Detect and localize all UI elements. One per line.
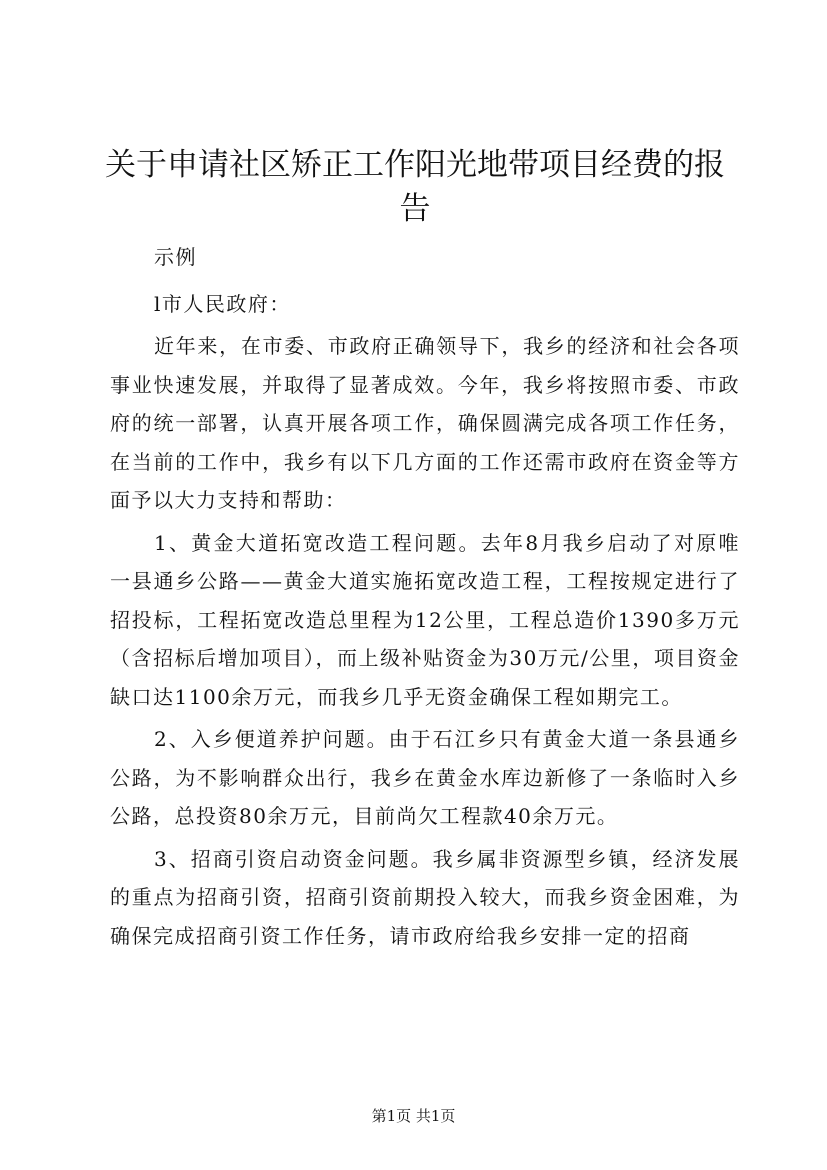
paragraph-intro: 近年来，在市委、市政府正确领导下，我乡的经济和社会各项事业快速发展，并取得了显著成效。今年，我乡将按照市委、市政府的统一部署，认真开展各项工作，确保圆满完成各项工作任务，在当前的工作中，我乡有以下几方面的工作还需市政府在资金等方面予以大力支持和帮助： (110, 334, 740, 512)
paragraph-item-3: 3、招商引资启动资金问题。我乡属非资源型乡镇，经济发展的重点为招商引资，招商引资前期投入较大，而我乡资金困难，为确保完成招商引资工作任务，请市政府给我乡安排一定的招商 (110, 846, 740, 948)
salutation: l市人民政府： (154, 291, 291, 316)
document-title: 关于申请社区矫正工作阳光地带项目经费的报告 (105, 147, 725, 227)
page-footer: 第1页 共1页 (371, 1107, 456, 1125)
paragraph-item-2: 2、入乡便道养护问题。由于石江乡只有黄金大道一条县通乡公路，为不影响群众出行，我乡在黄金水库边新修了一条临时入乡公路，总投资80余万元，目前尚欠工程款40余万元。 (110, 727, 740, 828)
paragraph-item-1: 1、黄金大道拓宽改造工程问题。去年8月我乡启动了对原唯一县通乡公路——黄金大道实施拓宽改造工程，工程按规定进行了招投标，工程拓宽改造总里程为12公里，工程总造价1390多万元（含招标后增加项目），而上级补贴资金为30万元/公里，项目资金缺口达1100余万元，而我乡几乎无资金确保工程如期完工。 (110, 530, 740, 709)
document-body (110, 238, 740, 955)
example-label: 示例 (154, 245, 197, 269)
